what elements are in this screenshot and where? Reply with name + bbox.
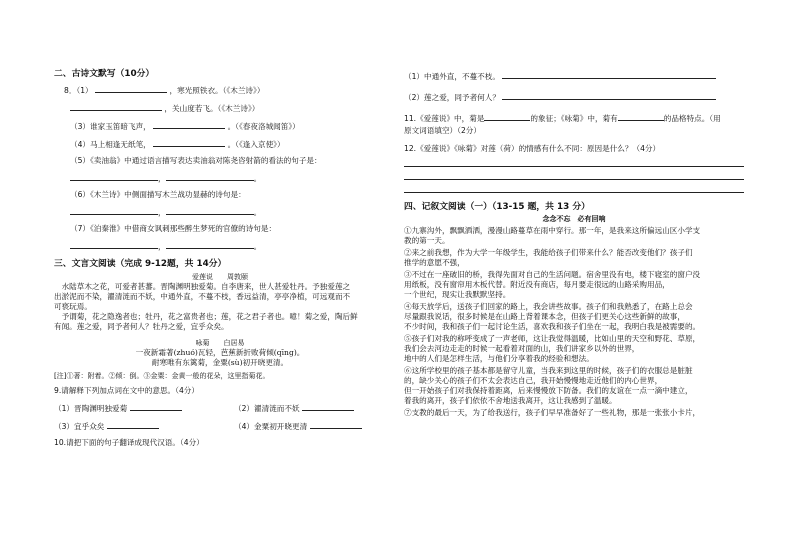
- story-line: 地中的人们是怎样生活，与他们分享着我的经验和想法。: [404, 354, 594, 363]
- q8-6-blank-b[interactable]: [166, 206, 254, 215]
- yongju-title: 咏菊 白居易: [195, 339, 245, 347]
- story-paragraph: [404, 302, 744, 332]
- section-4-title: 四、记叙文阅读（一）（13-15 题，共 13 分）: [404, 202, 590, 212]
- q11-blank-a[interactable]: [484, 112, 530, 121]
- story-paragraph: [404, 248, 744, 268]
- q8-5-answer: ， 。: [54, 172, 386, 184]
- ailian-paragraph-2: [54, 312, 386, 332]
- q12-prompt: 12.《爱莲说》《咏菊》对莲（荷）的情感有什么不同：原因是什么？（4分）: [404, 144, 661, 153]
- story-line: 推学的意愿不强，: [404, 258, 465, 267]
- story-line: ②来之前我想，作为大学一年级学生，我能给孩子们带来什么？能否改变他们？孩子们: [404, 248, 693, 257]
- q8-line-3: （3）谁家玉笛暗飞声， 。（《春夜洛城闻笛》）: [70, 122, 300, 131]
- q10-2: （2）莲之爱，同予者何人？: [404, 91, 744, 103]
- q10-2-blank[interactable]: [502, 91, 716, 100]
- q11-line-2: 原文词语填空）（2分）: [404, 126, 481, 135]
- q8-3-blank[interactable]: [153, 120, 225, 129]
- q10-1-blank[interactable]: [502, 70, 716, 79]
- q9-1-blank[interactable]: [130, 402, 182, 411]
- yongju-poem: [54, 348, 386, 368]
- story-line: 的，缺少关心的孩子们不太会表达自己，我开始慢慢地走近他们的内心世界，: [404, 376, 663, 385]
- q8-5-prompt: （5）《卖油翁》中通过语言描写表达卖油翁对陈尧咨射箭的看法的句子是：: [70, 156, 322, 165]
- story-line: ⑤孩子们对我的称呼变成了一声老师，这让我觉得温暖，比如山里的天空和野花、草原，: [404, 334, 701, 343]
- section-2-title: 二、古诗文默写（10分）: [54, 69, 155, 79]
- story-paragraph: [404, 226, 744, 246]
- q9-4-blank[interactable]: [310, 420, 362, 429]
- ailian-line: 可亵玩焉。: [54, 302, 92, 311]
- q8-7-blank-b[interactable]: [166, 240, 254, 249]
- q8-7-prompt: （7）《泊秦淮》中借商女讽刺那些醉生梦死的官僚的诗句是：: [70, 224, 277, 233]
- story-line: 不少时间，我和孩子们一起讨论生活，喜欢我和孩子们坐在一起，我明白我是被需要的。: [404, 322, 701, 331]
- story-line: 我们会去河边走走的时候一起看着对面的山，我们讲家乡以外的世界，: [404, 344, 640, 353]
- q12-answer-line-1[interactable]: [404, 154, 744, 167]
- ailian-line: 出淤泥而不染，濯清涟而不妖，中通外直，不蔓不枝，香远益清，亭亭净植，可远观而不: [54, 292, 351, 301]
- story-line: ⑦支教的最后一天，为了给我送行，孩子们早早准备好了一些礼物，那是一张张小卡片，: [404, 408, 701, 417]
- q8-7-blank-a[interactable]: [70, 240, 158, 249]
- q8-line-4: （4）马上相逢无纸笔， 。（《逢入京使》）: [70, 140, 285, 149]
- q9-row-1: （1）晋陶渊明独爱菊 （2）濯清涟而不妖: [54, 402, 386, 414]
- story-paragraph: [404, 270, 744, 300]
- story-line: 教的第一天。: [404, 236, 450, 245]
- story-line: 用纸板，没有窗帘用木板代替。附近没有商店，每月要走很远的山路采购用品，: [404, 280, 670, 289]
- ailian-line: 水陆草木之花，可爱者甚蕃。晋陶渊明独爱菊。自李唐来，世人甚爱牡丹。予独爱莲之: [54, 282, 351, 291]
- left-column: [54, 68, 386, 448]
- ailian-title: 爱莲说 周敦颐: [192, 273, 248, 281]
- q8-line-2: ，关山度若飞。（《木兰诗》）: [54, 102, 386, 114]
- story-line: ①九寨沟外，飘飘洒洒，漫漫山路蔓草在雨中穿行。那一年，是我来这所偏远山区小学支: [404, 226, 701, 235]
- q8-5-blank-b[interactable]: [166, 172, 254, 181]
- q12-answer-line-2[interactable]: [404, 167, 744, 180]
- q12-answer-line-3[interactable]: [404, 180, 744, 193]
- q9-row-2: （3）宜乎众矣 （4）金粟初开晓更清: [54, 420, 386, 432]
- q8-5-blank-a[interactable]: [70, 172, 158, 181]
- ailian-paragraph-1: [54, 282, 386, 312]
- story-paragraph: [404, 334, 744, 364]
- ailian-line: 有闻。莲之爱，同予者何人？牡丹之爱，宜乎众矣。: [54, 322, 229, 331]
- story-title: 念念不忘 必有回响: [542, 214, 606, 223]
- story-line: ⑥这所学校里的孩子基本都是留守儿童，当我来到这里的时候，孩子们的衣服总是脏脏: [404, 366, 693, 375]
- story-body: [404, 226, 744, 418]
- q8-4-blank[interactable]: [153, 138, 225, 147]
- q8-6-blank-a[interactable]: [70, 206, 158, 215]
- q9-2-blank[interactable]: [302, 402, 354, 411]
- q8-7-answer: ， 。: [54, 240, 386, 252]
- q9-prompt: 9.请解释下列加点词在文中的意思。（4分）: [54, 386, 199, 395]
- section-3-title: 三、文言文阅读（完成 9-12题，共 14分）: [54, 259, 227, 269]
- story-line: 一个世纪，现实让我默默坚持。: [404, 290, 511, 299]
- story-line: 尽量跟我说话，很多时候是在山路上背着课本念，但孩子们更关心这些新鲜的故事，: [404, 312, 685, 321]
- story-line: 但一开始孩子们对我保持着距离，后来慢慢放下防备。我们的友谊在一点一滴中建立，: [404, 386, 693, 395]
- story-line: 着我的离开，孩子们依依不舍地送我离开，这让我感到了温暖。: [404, 396, 617, 405]
- story-paragraph: [404, 366, 744, 406]
- right-column: [404, 68, 744, 418]
- q10-prompt: 10.请把下面的句子翻译成现代汉语。（4分）: [54, 438, 204, 447]
- q11-blank-b[interactable]: [618, 112, 664, 121]
- annotation-note: [注]①著：附着。②倾：倒。③金粟：金黄一般的花朵，这里指菊花。: [54, 372, 270, 380]
- poem-line: 一夜新霜著(zhuó)瓦轻，芭蕉新折败荷倾(qīng)。: [135, 348, 305, 357]
- story-line: ④每天放学后，送孩子们回家的路上，我会讲些故事。孩子们和我熟悉了，在路上总会: [404, 302, 693, 311]
- q11-line-1: 11.《爱莲说》中，菊是 的象征；《咏菊》中，菊有 的品格特点。（用: [404, 114, 721, 123]
- ailian-line: 予谓菊，花之隐逸者也；牡丹，花之富贵者也；莲，花之君子者也。噫！菊之爱，陶后鲜: [54, 312, 358, 321]
- poem-line: 耐寒唯有东篱菊，金粟(sù)初开晓更清。: [151, 358, 289, 367]
- q8-6-prompt: （6）《木兰诗》中侧面描写木兰战功显赫的诗句是：: [70, 190, 246, 199]
- q8-6-answer: ， 。: [54, 206, 386, 218]
- story-line: ③不过在一座破旧的桥，我得先面对自己的生活问题。宿舍里没有电，楼下寝室的窗户没: [404, 270, 701, 279]
- q10-1: （1）中通外直，不蔓不枝。: [404, 70, 744, 82]
- q9-3-blank[interactable]: [107, 420, 159, 429]
- q8-1-blank[interactable]: [95, 84, 167, 93]
- q8-2-blank[interactable]: [70, 102, 162, 111]
- story-paragraph: [404, 408, 744, 418]
- q8-line-1: 8．（1） ，寒光照铁衣。（《木兰诗》）: [64, 86, 265, 95]
